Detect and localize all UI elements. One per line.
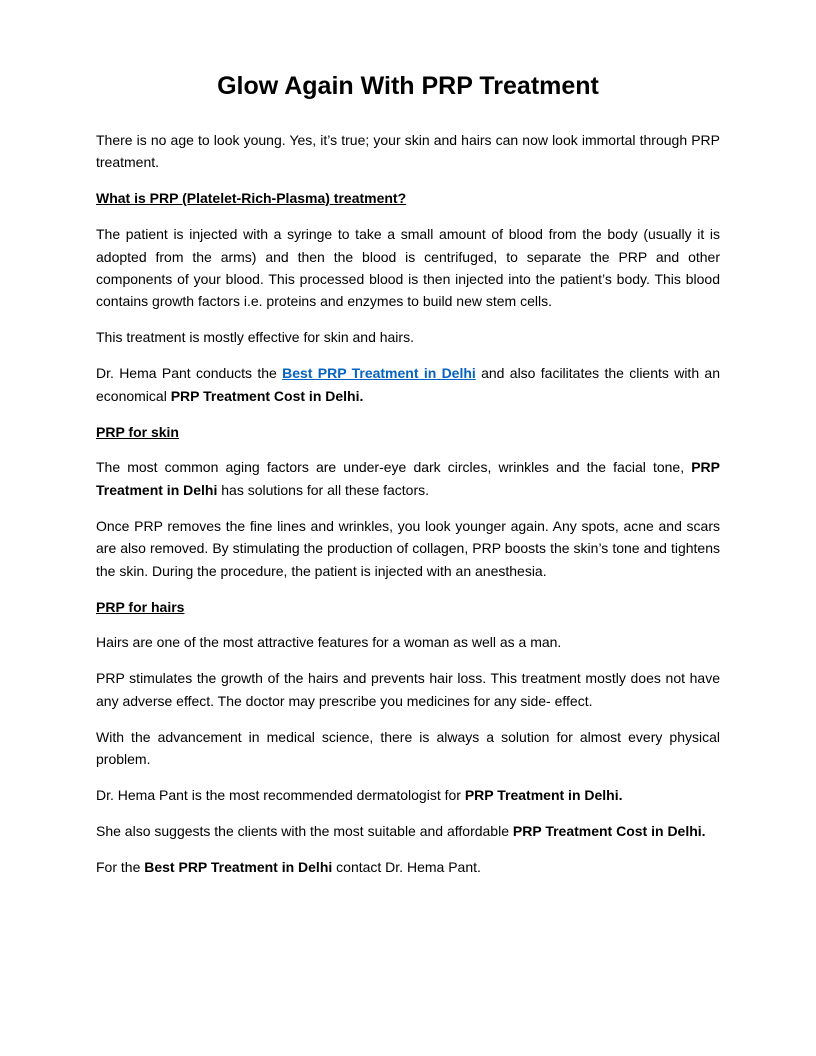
removes-paragraph: Once PRP removes the fine lines and wrinkles, you look younger again. Any spots, acne and scars are also removed. By stimulating the production of collagen, PRP boosts the skin’s tone and tightens the skin. During the procedure, the patient is injected with an anesthesia.: [96, 517, 720, 579]
best-prp-treatment-link[interactable]: Best PRP Treatment in Delhi: [282, 365, 476, 382]
stimulates-paragraph: PRP stimulates the growth of the hairs and prevents hair loss. This treatment mostly does not have any adverse effect. The doctor may prescribe you medicines for any side- effect.: [96, 670, 720, 709]
section-heading-prp-for-skin: PRP for skin: [96, 423, 179, 440]
doctor-text-middle: and also facilitates the clients with an economical: [96, 365, 720, 404]
document-page: [96, 64, 720, 892]
advancement-paragraph: With the advancement in medical science, there is always a solution for almost every physical problem.: [96, 728, 720, 768]
intro-paragraph: There is no age to look young. Yes, it’s true; your skin and hairs can now look immortal through PRP treatment.: [96, 132, 720, 171]
suggests-paragraph: [96, 820, 720, 842]
injection-paragraph: The patient is injected with a syringe to take a small amount of blood from the body (usually it is adopted from the arms) and then the blood is centrifuged, to separate the PRP and other components of your blood. This processed blood is then injected into the patient’s body. This blood contains growth factors i.e. proteins and enzymes to build new stem cells.: [96, 226, 720, 310]
contact-text-bold: Best PRP Treatment in Delhi: [144, 858, 333, 875]
effective-paragraph: This treatment is mostly effective for skin and hairs.: [96, 329, 414, 346]
section-heading-prp-for-hairs: PRP for hairs: [96, 598, 185, 615]
page-title: Glow Again With PRP Treatment: [217, 72, 599, 100]
doctor-text-before: Dr. Hema Pant conducts the: [96, 365, 283, 382]
hairs-paragraph: Hairs are one of the most attractive features for a woman as well as a man.: [96, 634, 562, 651]
contact-text-before: For the: [96, 858, 145, 875]
doctor-paragraph: [96, 362, 720, 407]
section-heading-what-is-prp: What is PRP (Platelet-Rich-Plasma) treatment?: [96, 190, 407, 207]
doctor-text-bold: PRP Treatment Cost in Delhi.: [170, 387, 364, 404]
aging-text-after: has solutions for all these factors.: [217, 481, 430, 498]
aging-paragraph: [96, 456, 720, 501]
suggests-text-bold: PRP Treatment Cost in Delhi.: [512, 822, 706, 839]
contact-paragraph: [96, 856, 720, 878]
contact-text-after: contact Dr. Hema Pant.: [332, 858, 481, 875]
recommended-paragraph: [96, 784, 720, 806]
aging-text-before: The most common aging factors are under-eye dark circles, wrinkles and the facial tone,: [96, 459, 692, 476]
aging-text-bold: PRP Treatment in Delhi: [96, 459, 720, 498]
recommended-text-before: Dr. Hema Pant is the most recommended dermatologist for: [96, 786, 465, 803]
recommended-text-bold: PRP Treatment in Delhi.: [464, 786, 623, 803]
suggests-text-before: She also suggests the clients with the most suitable and affordable: [96, 822, 513, 839]
